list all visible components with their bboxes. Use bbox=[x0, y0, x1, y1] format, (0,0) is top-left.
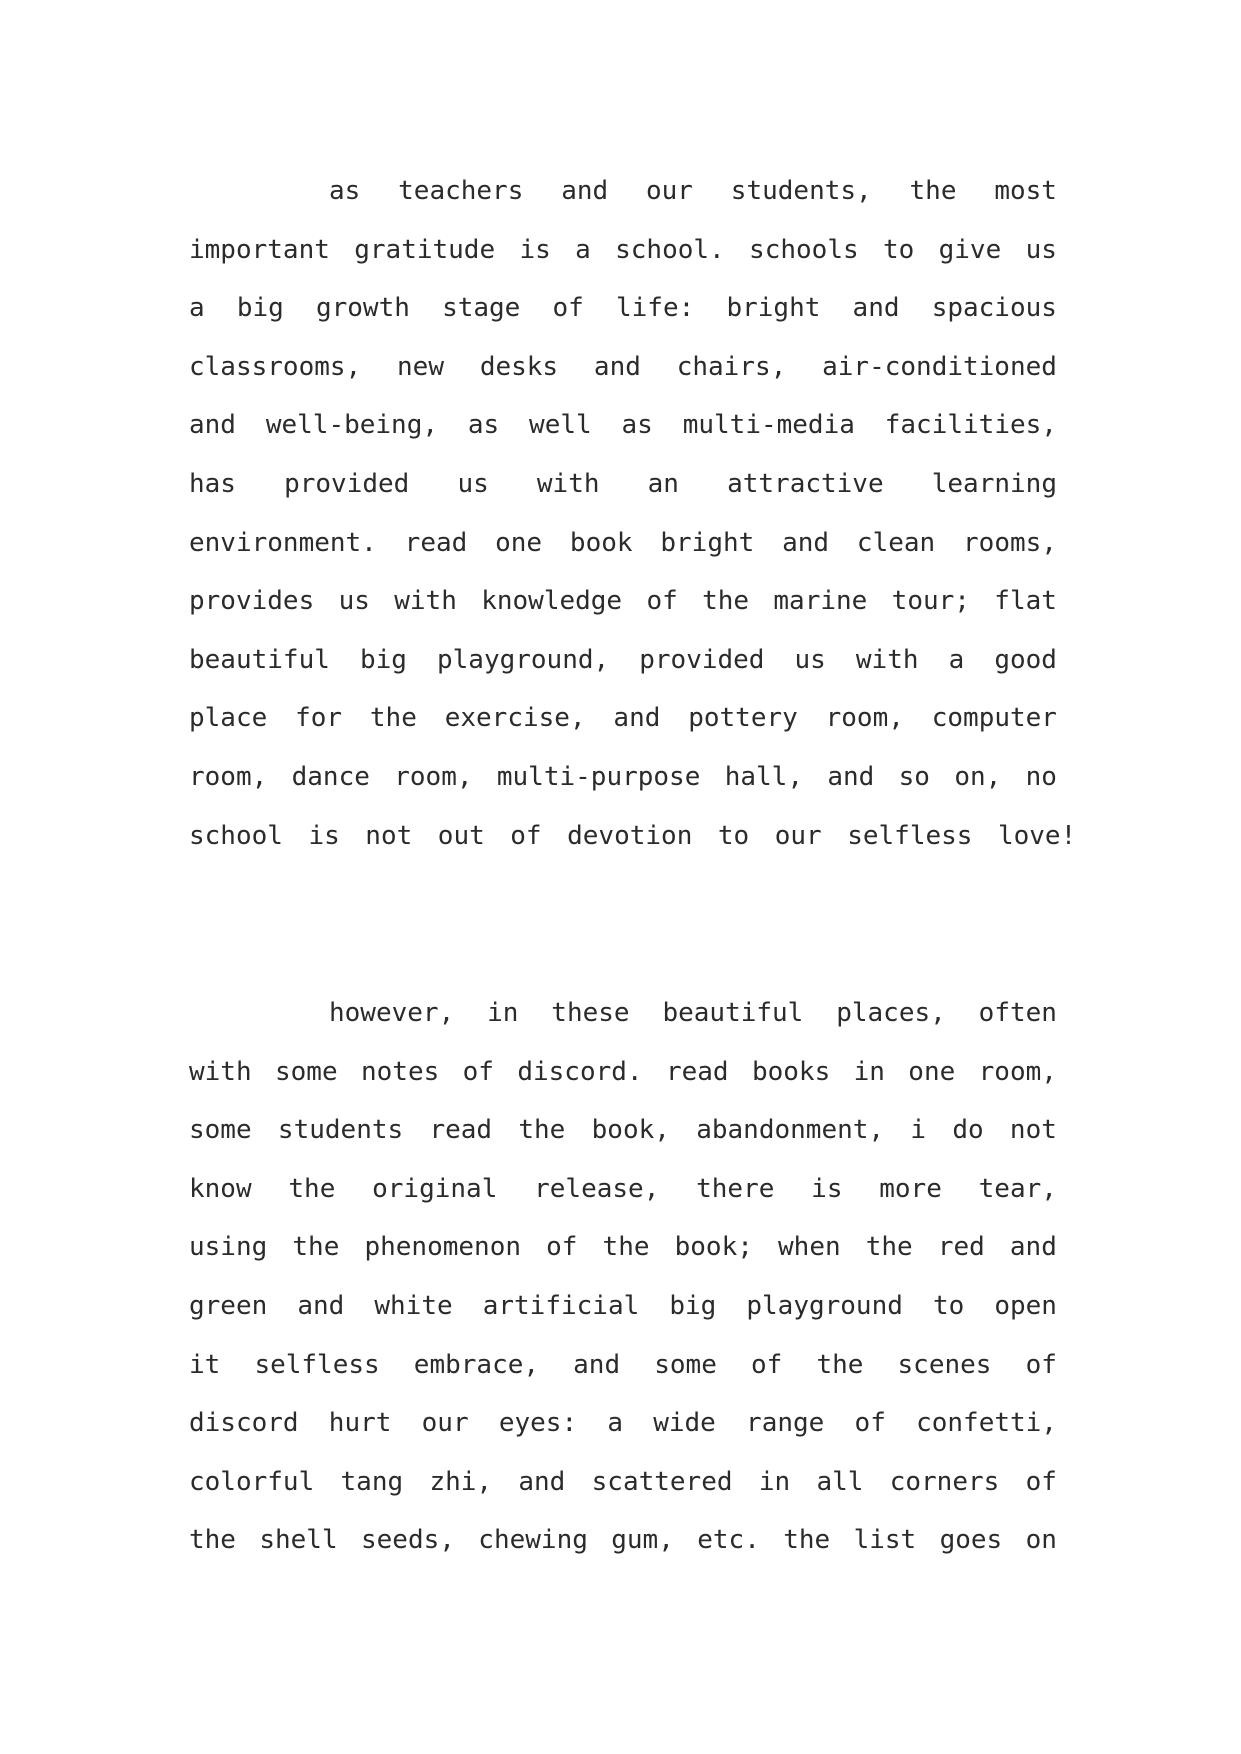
text-line: school is not out of devotion to our selfless love! bbox=[189, 820, 1077, 851]
text-line: provides us with knowledge of the marine tour; flat bbox=[189, 586, 1057, 617]
text-line: discord hurt our eyes: a wide range of confetti, bbox=[189, 1408, 1057, 1439]
text-line: room, dance room, multi-purpose hall, and so on, no bbox=[189, 761, 1057, 792]
text-line: place for the exercise, and pottery room, computer bbox=[189, 703, 1057, 734]
text-line: a big growth stage of life: bright and spacious bbox=[189, 293, 1057, 324]
text-line: some students read the book, abandonment, i do not bbox=[189, 1115, 1057, 1146]
text-line: using the phenomenon of the book; when the red and bbox=[189, 1232, 1057, 1263]
text-line: colorful tang zhi, and scattered in all corners of bbox=[189, 1466, 1057, 1497]
text-line: the shell seeds, chewing gum, etc. the list goes on bbox=[189, 1525, 1057, 1556]
paragraph-2 bbox=[189, 984, 1057, 1570]
text-line: however, in these beautiful places, often bbox=[329, 998, 1057, 1028]
text-line: and well-being, as well as multi-media facilities, bbox=[189, 410, 1057, 441]
text-line: as teachers and our students, the most bbox=[329, 176, 1057, 206]
text-line: environment. read one book bright and clean rooms, bbox=[189, 527, 1057, 558]
text-line: with some notes of discord. read books in one room, bbox=[189, 1056, 1057, 1087]
paragraph-1 bbox=[189, 162, 1077, 865]
text-line: classrooms, new desks and chairs, air-conditioned bbox=[189, 351, 1057, 382]
text-line: it selfless embrace, and some of the scenes of bbox=[189, 1349, 1057, 1380]
text-line: green and white artificial big playground to open bbox=[189, 1290, 1057, 1321]
text-line: important gratitude is a school. schools to give us bbox=[189, 234, 1057, 265]
text-line: has provided us with an attractive learning bbox=[189, 468, 1057, 499]
text-line: beautiful big playground, provided us with a good bbox=[189, 644, 1057, 675]
text-line: know the original release, there is more tear, bbox=[189, 1173, 1057, 1204]
